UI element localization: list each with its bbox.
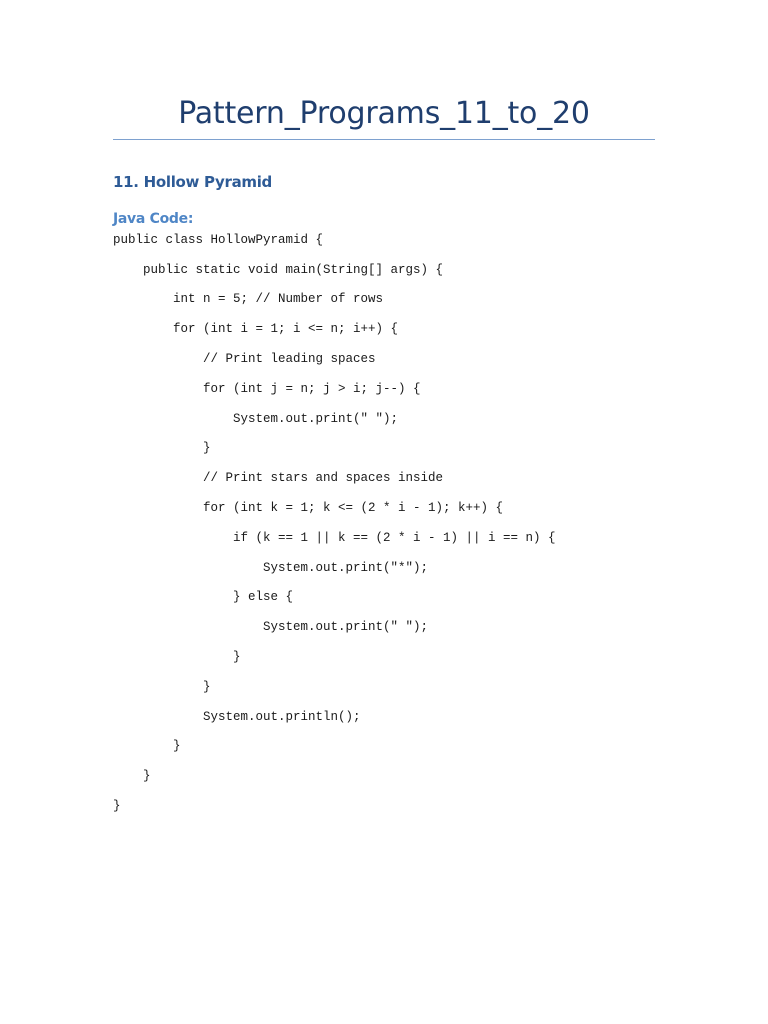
title-divider xyxy=(113,139,655,140)
code-line: } xyxy=(173,739,181,753)
code-line: } else { xyxy=(233,590,294,604)
code-line: if (k == 1 || k == (2 * i - 1) || i == n) { xyxy=(233,531,556,545)
code-line: // Print stars and spaces inside xyxy=(203,471,444,485)
code-line: System.out.print("*"); xyxy=(263,561,429,575)
code-line: public class HollowPyramid { xyxy=(113,233,324,247)
code-line: public static void main(String[] args) { xyxy=(143,263,444,277)
code-subheading: Java Code: xyxy=(113,211,194,227)
code-line: for (int i = 1; i <= n; i++) { xyxy=(173,322,399,336)
code-line: } xyxy=(113,799,121,813)
code-line: int n = 5; // Number of rows xyxy=(173,292,384,306)
code-line: System.out.print(" "); xyxy=(233,412,399,426)
code-line: // Print leading spaces xyxy=(203,352,376,366)
code-line: for (int k = 1; k <= (2 * i - 1); k++) { xyxy=(203,501,504,515)
code-line: } xyxy=(233,650,241,664)
code-line: System.out.print(" "); xyxy=(263,620,429,634)
code-line: } xyxy=(203,441,211,455)
code-line: } xyxy=(203,680,211,694)
code-line: System.out.println(); xyxy=(203,710,361,724)
code-line: } xyxy=(143,769,151,783)
document-title: Pattern_Programs_11_to_20 xyxy=(178,96,590,131)
section-heading: 11. Hollow Pyramid xyxy=(113,173,272,191)
code-line: for (int j = n; j > i; j--) { xyxy=(203,382,421,396)
